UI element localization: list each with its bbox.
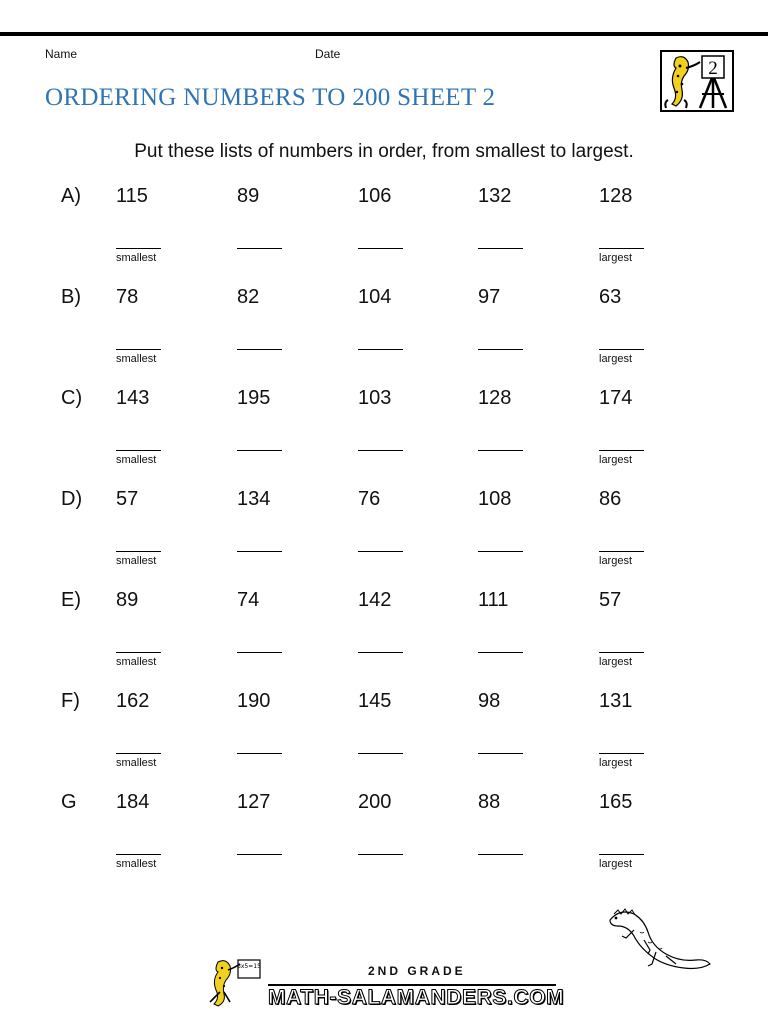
answer-blank[interactable] — [358, 248, 403, 249]
number-value: 142 — [358, 589, 392, 611]
largest-caption: largest — [599, 353, 633, 365]
answer-blank[interactable] — [478, 551, 523, 552]
largest-caption: largest — [599, 454, 633, 466]
number-value: 131 — [599, 690, 633, 712]
answer-blank[interactable] — [478, 652, 523, 653]
number-value: 98 — [478, 690, 501, 712]
svg-text:3x5=15: 3x5=15 — [237, 963, 261, 970]
top-rule — [0, 32, 768, 36]
name-label: Name — [45, 47, 78, 61]
number-value: 78 — [116, 286, 139, 308]
answer-blank[interactable] — [237, 551, 282, 552]
number-value: 143 — [116, 387, 150, 409]
smallest-caption: smallest — [116, 858, 157, 870]
answer-blank[interactable] — [599, 349, 644, 350]
answer-blank[interactable] — [478, 753, 523, 754]
number-value: 108 — [478, 488, 512, 510]
instructions: Put these lists of numbers in order, from smallest to largest. — [134, 141, 634, 162]
largest-caption: largest — [599, 555, 633, 567]
number-value: 127 — [237, 791, 271, 813]
smallest-caption: smallest — [116, 555, 157, 567]
number-value: 57 — [599, 589, 622, 611]
largest-caption: largest — [599, 252, 633, 264]
number-value: 115 — [116, 185, 148, 207]
row-label: B) — [61, 286, 81, 308]
row-label: A) — [61, 185, 81, 207]
salamander-mascot-icon — [208, 956, 268, 1008]
number-value: 174 — [599, 387, 633, 409]
answer-blank[interactable] — [599, 248, 644, 249]
number-value: 106 — [358, 185, 392, 207]
answer-blank[interactable] — [237, 753, 282, 754]
answer-blank[interactable] — [116, 551, 161, 552]
answer-blank[interactable] — [116, 652, 161, 653]
number-value: 57 — [116, 488, 139, 510]
number-value: 190 — [237, 690, 271, 712]
smallest-caption: smallest — [116, 252, 157, 264]
number-value: 63 — [599, 286, 622, 308]
largest-caption: largest — [599, 656, 633, 668]
answer-blank[interactable] — [237, 450, 282, 451]
answer-blank[interactable] — [599, 551, 644, 552]
answer-blank[interactable] — [599, 854, 644, 855]
answer-blank[interactable] — [116, 248, 161, 249]
salamander-teacher-logo — [660, 50, 734, 112]
answer-blank[interactable] — [116, 753, 161, 754]
number-value: 132 — [478, 185, 512, 207]
answer-blank[interactable] — [358, 854, 403, 855]
answer-blank[interactable] — [358, 753, 403, 754]
answer-blank[interactable] — [116, 450, 161, 451]
row-label: E) — [61, 589, 81, 611]
answer-blank[interactable] — [599, 652, 644, 653]
salamander-drawing-icon — [604, 904, 712, 984]
answer-blank[interactable] — [599, 753, 644, 754]
smallest-caption: smallest — [116, 757, 157, 769]
number-value: 88 — [478, 791, 501, 813]
page-title: ORDERING NUMBERS TO 200 SHEET 2 — [45, 84, 496, 111]
number-value: 82 — [237, 286, 260, 308]
answer-blank[interactable] — [237, 248, 282, 249]
row-label: G — [61, 791, 77, 813]
number-value: 145 — [358, 690, 392, 712]
answer-blank[interactable] — [116, 349, 161, 350]
smallest-caption: smallest — [116, 353, 157, 365]
number-value: 134 — [237, 488, 271, 510]
row-label: D) — [61, 488, 83, 510]
footer-site: MATH-SALAMANDERS.COM — [268, 986, 565, 1009]
answer-blank[interactable] — [478, 450, 523, 451]
answer-blank[interactable] — [358, 349, 403, 350]
answer-blank[interactable] — [358, 450, 403, 451]
number-value: 128 — [599, 185, 633, 207]
number-value: 195 — [237, 387, 271, 409]
smallest-caption: smallest — [116, 656, 157, 668]
number-value: 89 — [116, 589, 139, 611]
answer-blank[interactable] — [478, 854, 523, 855]
answer-blank[interactable] — [478, 349, 523, 350]
footer-grade: 2ND GRADE — [368, 964, 466, 978]
number-value: 97 — [478, 286, 501, 308]
largest-caption: largest — [599, 858, 633, 870]
number-value: 128 — [478, 387, 512, 409]
number-value: 111 — [478, 589, 509, 611]
number-value: 104 — [358, 286, 392, 308]
answer-blank[interactable] — [599, 450, 644, 451]
date-label: Date — [315, 47, 341, 61]
number-value: 86 — [599, 488, 622, 510]
number-value: 89 — [237, 185, 260, 207]
row-label: F) — [61, 690, 80, 712]
answer-blank[interactable] — [358, 652, 403, 653]
smallest-caption: smallest — [116, 454, 157, 466]
answer-blank[interactable] — [116, 854, 161, 855]
number-value: 162 — [116, 690, 150, 712]
svg-text:2: 2 — [708, 58, 718, 79]
answer-blank[interactable] — [358, 551, 403, 552]
number-value: 74 — [237, 589, 260, 611]
largest-caption: largest — [599, 757, 633, 769]
number-value: 165 — [599, 791, 633, 813]
answer-blank[interactable] — [237, 854, 282, 855]
number-value: 184 — [116, 791, 150, 813]
answer-blank[interactable] — [237, 349, 282, 350]
number-value: 200 — [358, 791, 392, 813]
answer-blank[interactable] — [237, 652, 282, 653]
number-value: 76 — [358, 488, 381, 510]
row-label: C) — [61, 387, 83, 409]
number-value: 103 — [358, 387, 392, 409]
answer-blank[interactable] — [478, 248, 523, 249]
